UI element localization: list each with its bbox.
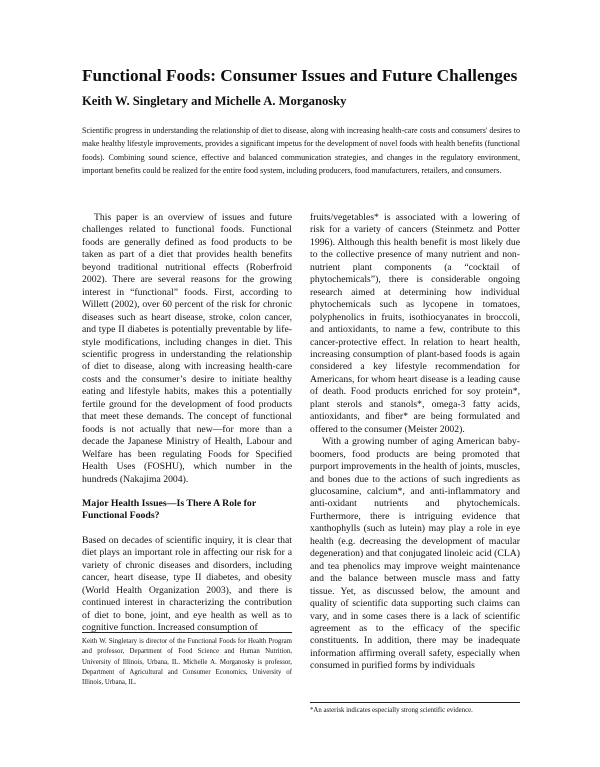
author-footnote: Keith W. Singletary is director of the Functional Foods for Health Program and professor, Department of Food Science and Human Nutrition, University of Illinois, Urbana, IL. Michelle A. Morganosky is professor, Department of Agricultural and Consumer Economics, University of Illinois, Urbana, IL. xyxy=(82,632,292,688)
article-title: Functional Foods: Consumer Issues and Future Challenges xyxy=(82,66,518,85)
right-column xyxy=(310,212,520,673)
asterisk-footnote: *An asterisk indicates especially strong scientific evidence. xyxy=(310,702,520,716)
body-paragraph-3: fruits/vegetables* is associated with a lowering of risk for a variety of cancers (Steinmetz and Potter 1996). Although this health benefit is most likely due to the collective presence of many nutrient and non-nutrient plant components (a “cocktail of phytochemicals”), there is considerable ongoing research aimed at determining how individual phytochemicals such as lycopene in tomatoes, polyphenolics in fruits, isothiocyanates in broccoli, and antioxidants, to name a few, contribute to this cancer-protective effect. In relation to heart health, increasing consumption of plant-based foods is again considered a key lifestyle recommendation for Americans, for whom heart disease is a leading cause of death. Food products enriched for soy protein*, plant sterols and stanols*, omega-3 fatty acids, antioxidants, and fiber* are being formulated and offered to the consumer (Meister 2002). xyxy=(310,212,520,435)
left-column xyxy=(82,212,292,635)
article-abstract: Scientific progress in understanding the relationship of diet to disease, along with increasing health-care costs and consumers' desires to make healthy lifestyle improvements, provides a significant impetus for the development of novel foods with health benefits (functional foods). Combining sound science, effective and balanced communication strategies, and changes in the regulatory environment, important benefits could be realized for the entire food system, including producers, food manufacturers, retailers, and consumers. xyxy=(82,126,520,175)
body-paragraph-1: This paper is an overview of issues and future challenges related to functional foods. Functional foods are generally defined as food products to be taken as part of a diet that provides health benefits beyond traditional nutritional effects (Roberfroid 2002). There are several reasons for the growing interest in “functional” foods. First, according to Willett (2002), over 60 percent of the risk for chronic diseases such as heart disease, stroke, colon cancer, and type II diabetes is potentially preventable by life-style modifications, including changes in diet. This scientific progress in understanding the relationship of diet to disease, along with increasing health-care costs and the consumer’s desire to initiate healthy eating and lifestyle habits, makes this a potentially fertile ground for the development of food products that meet these demands. The concept of functional foods is not actually that new—for more than a decade the Japanese Ministry of Health, Labour and Welfare has been regulating Foods for Specified Health Uses (FOSHU), which number in the hundreds (Nakajima 2004). xyxy=(82,212,292,485)
article-authors: Keith W. Singletary and Michelle A. Morganosky xyxy=(82,94,347,108)
body-paragraph-4: With a growing number of aging American baby-boomers, food products are being promoted that purport improvements in the health of joints, muscles, and bones due to the actions of such ingredients as glucosamine, calcium*, and anti-inflammatory and anti-oxidant nutrients and phytochemicals. Furthermore, there is intriguing evidence that xanthophylls (such as lutein) may play a role in eye health (e.g. decreasing the development of macular degeneration) and that conjugated linoleic acid (CLA) and tea phenolics may improve weight maintenance and the balance between muscle mass and fatty tissue. Yet, as discussed below, the amount and quality of scientific data supporting such claims can vary, and in some cases there is a lack of scientific agreement as to the efficacy of the specific constituents. In addition, there may be inadequate information affirming overall safety, especially when consumed in purified forms by individuals xyxy=(310,436,520,672)
body-paragraph-2: Based on decades of scientific inquiry, it is clear that diet plays an important role in affecting our risk for a variety of chronic diseases and disorders, including cancer, heart disease, type II diabetes, and obesity (World Health Organization 2003), and there is continued interest in characterizing the contribution of diet to bone, joint, and eye health as well as to cognitive function. Increased consumption of xyxy=(82,534,292,634)
section-heading: Major Health Issues—Is There A Role for Functional Foods? xyxy=(82,497,256,522)
